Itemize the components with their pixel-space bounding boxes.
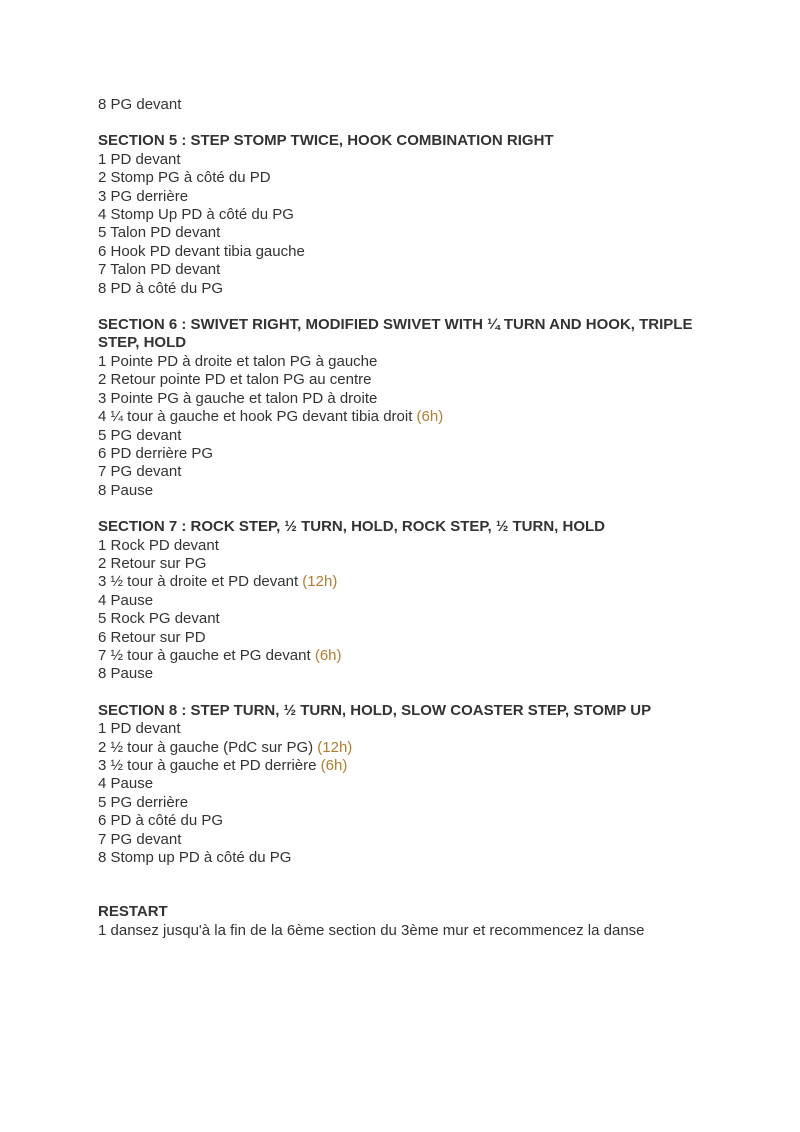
step-line <box>98 537 760 555</box>
step-text: 5 Talon PD devant <box>98 224 221 242</box>
step-line <box>98 794 760 812</box>
step-line <box>98 463 760 481</box>
section-6 <box>98 316 760 500</box>
direction-note: (6h) <box>416 408 444 426</box>
step-line <box>98 261 760 279</box>
step-text: 2 Stomp PG à côté du PD <box>98 169 271 187</box>
step-line <box>98 720 760 738</box>
section-title: SECTION 5 : STEP STOMP TWICE, HOOK COMBINATION RIGHT <box>98 132 554 150</box>
step-text: 8 PD à côté du PG <box>98 279 224 297</box>
step-line <box>98 427 760 445</box>
step-line <box>98 224 760 242</box>
step-text: 4 Stomp Up PD à côté du PG <box>98 206 294 224</box>
step-text: 7 PG devant <box>98 830 182 848</box>
step-line <box>98 482 760 500</box>
step-text: 1 PD devant <box>98 720 181 738</box>
step-line <box>98 831 760 849</box>
step-line <box>98 151 760 169</box>
spacer <box>98 500 760 518</box>
step-line <box>98 280 760 298</box>
step-text: 5 PG derrière <box>98 793 189 811</box>
step-line <box>98 573 760 591</box>
step-text: 1 PD devant <box>98 150 181 168</box>
step-line <box>98 757 760 775</box>
step-text: 3 ½ tour à gauche et PD derrière <box>98 757 317 774</box>
step-text: 7 ½ tour à gauche et PG devant <box>98 646 311 664</box>
step-line <box>98 647 760 665</box>
step-line <box>98 371 760 389</box>
step-line <box>98 169 760 187</box>
step-line <box>98 555 760 573</box>
step-text: 8 Stomp up PD à côté du PG <box>98 849 292 867</box>
step-line <box>98 445 760 463</box>
step-line <box>98 353 760 371</box>
step-text: 3 ½ tour à droite et PD devant <box>98 573 299 591</box>
sections-container <box>98 132 760 867</box>
step-text: 2 Retour pointe PD et talon PG au centre <box>98 371 372 389</box>
section-title: SECTION 6 : SWIVET RIGHT, MODIFIED SWIVET WITH ¼ TURN AND HOOK, TRIPLE STEP, HOLD <box>98 316 693 352</box>
step-text: 1 Rock PD devant <box>98 536 219 554</box>
step-text: 4 Pause <box>98 591 154 609</box>
step-line <box>98 188 760 206</box>
section-7 <box>98 518 760 684</box>
step-text: 2 Retour sur PG <box>98 554 207 572</box>
step-line <box>98 775 760 793</box>
step-line <box>98 243 760 261</box>
step-line <box>98 665 760 683</box>
step-line <box>98 408 760 426</box>
intro-line: 8 PG devant <box>98 96 182 113</box>
step-text: 6 PD à côté du PG <box>98 812 224 830</box>
direction-note: (6h) <box>320 757 348 774</box>
step-line <box>98 592 760 610</box>
step-text: 6 Retour sur PD <box>98 628 206 646</box>
step-line <box>98 610 760 628</box>
spacer <box>98 684 760 702</box>
step-line <box>98 812 760 830</box>
step-text: 5 PG devant <box>98 426 182 444</box>
restart-title: RESTART <box>98 903 168 921</box>
step-line <box>98 739 760 757</box>
section-title: SECTION 7 : ROCK STEP, ½ TURN, HOLD, ROCK STEP, ½ TURN, HOLD <box>98 518 606 536</box>
section-8 <box>98 702 760 868</box>
direction-note: (6h) <box>314 646 342 664</box>
step-text: 8 Pause <box>98 665 154 683</box>
step-text: 3 Pointe PG à gauche et talon PD à droite <box>98 389 378 407</box>
section-title: SECTION 8 : STEP TURN, ½ TURN, HOLD, SLOW COASTER STEP, STOMP UP <box>98 701 652 719</box>
restart-text: 1 dansez jusqu'à la fin de la 6ème section du 3ème mur et recommencez la danse <box>98 921 645 939</box>
spacer <box>98 298 760 316</box>
step-text: 4 ¼ tour à gauche et hook PG devant tibia droit <box>98 408 413 426</box>
step-text: 8 Pause <box>98 481 154 499</box>
direction-note: (12h) <box>302 573 338 591</box>
step-text: 7 PG devant <box>98 463 182 481</box>
section-5 <box>98 132 760 298</box>
step-text: 1 Pointe PD à droite et talon PG à gauche <box>98 352 378 370</box>
step-line <box>98 629 760 647</box>
step-line <box>98 390 760 408</box>
step-line <box>98 849 760 867</box>
step-text: 7 Talon PD devant <box>98 261 221 279</box>
step-text: 6 PD derrière PG <box>98 444 214 462</box>
step-text: 4 Pause <box>98 775 154 793</box>
step-text: 5 Rock PG devant <box>98 610 220 628</box>
step-text: 2 ½ tour à gauche (PdC sur PG) <box>98 738 314 756</box>
spacer <box>98 867 760 903</box>
direction-note: (12h) <box>317 738 353 756</box>
step-text: 6 Hook PD devant tibia gauche <box>98 242 305 260</box>
spacer <box>98 114 760 132</box>
step-text: 3 PG derrière <box>98 187 189 205</box>
step-line <box>98 206 760 224</box>
